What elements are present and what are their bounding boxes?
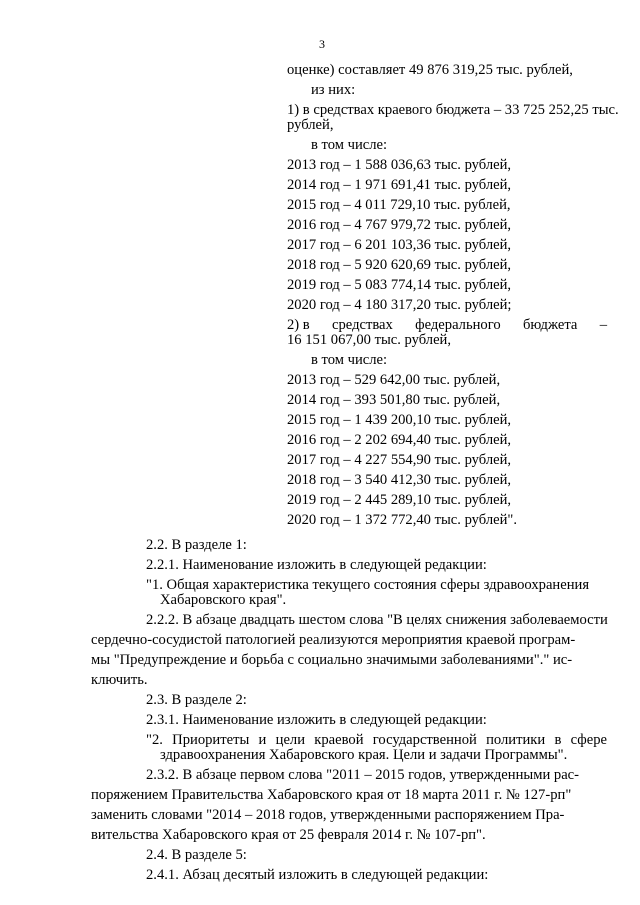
section-2-4-1-text: 2.4.1. Абзац десятый изложить в следующей редакции: <box>146 867 489 883</box>
quote-1-line1: "1. Общая характеристика текущего состояния сферы здравоохранения <box>146 577 590 593</box>
section-2-2-1-text: 2.2.1. Наименование изложить в следующей редакции: <box>146 557 487 573</box>
section-2-3-1-text: 2.3.1. Наименование изложить в следующей редакции: <box>146 712 487 728</box>
section-2-3-2-line4: вительства Хабаровского края от 25 февраля 2014 г. № 107-рп". <box>91 827 486 843</box>
regional-year-2016: 2016 год – 4 767 979,72 тыс. рублей, <box>287 217 512 233</box>
section-2-2-2-line2: сердечно-сосудистой патологией реализуются мероприятия краевой програм- <box>91 632 576 648</box>
section-2-4-heading: 2.4. В разделе 5: <box>146 847 247 863</box>
including-label: в том числе: <box>311 137 388 153</box>
regional-year-2015: 2015 год – 4 011 729,10 тыс. рублей, <box>287 197 511 213</box>
federal-year-2015: 2015 год – 1 439 200,10 тыс. рублей, <box>287 412 512 428</box>
section-2-2-2-line3: мы "Предупреждение и борьба с социально значимыми заболеваниями"." ис- <box>91 652 573 668</box>
quote-1-line2: Хабаровского края". <box>160 592 287 608</box>
regional-year-2020: 2020 год – 4 180 317,20 тыс. рублей; <box>287 297 512 313</box>
federal-budget-line <box>287 318 607 333</box>
quote-2-line2: здравоохранения Хабаровского края. Цели и задачи Программы". <box>160 747 568 763</box>
regional-budget-line-cont: рублей, <box>287 117 334 133</box>
section-2-3-2-line1: 2.3.2. В абзаце первом слова "2011 – 2015 годов, утвержденными рас- <box>146 767 580 783</box>
regional-budget-line: 1) в средствах краевого бюджета – 33 725 252,25 тыс. <box>287 102 619 118</box>
section-2-2-2-line1: 2.2.2. В абзаце двадцать шестом слова "В целях снижения заболеваемости <box>146 612 608 628</box>
section-2-2-2-line4: ключить. <box>91 672 148 688</box>
federal-year-2018: 2018 год – 3 540 412,30 тыс. рублей, <box>287 472 512 488</box>
federal-budget-word: бюджета <box>522 317 578 333</box>
section-2-3-heading: 2.3. В разделе 2: <box>146 692 247 708</box>
federal-budget-word: – <box>599 317 607 333</box>
of-them-label: из них: <box>311 82 356 98</box>
federal-year-2016: 2016 год – 2 202 694,40 тыс. рублей, <box>287 432 512 448</box>
quote-2-line1: "2. Приоритеты и цели краевой государственной политики в сфере <box>146 732 607 748</box>
regional-year-2014: 2014 год – 1 971 691,41 тыс. рублей, <box>287 177 512 193</box>
section-2-2-heading: 2.2. В разделе 1: <box>146 537 247 553</box>
regional-year-2013: 2013 год – 1 588 036,63 тыс. рублей, <box>287 157 512 173</box>
section-2-3-2-line3: заменить словами "2014 – 2018 годов, утвержденными распоряжением Пра- <box>91 807 565 823</box>
federal-year-2017: 2017 год – 4 227 554,90 тыс. рублей, <box>287 452 512 468</box>
federal-budget-word: 2) в <box>287 317 310 333</box>
regional-year-2018: 2018 год – 5 920 620,69 тыс. рублей, <box>287 257 512 273</box>
federal-budget-word: средствах <box>332 317 393 333</box>
section-2-3-2-line2: поряжением Правительства Хабаровского края от 18 марта 2011 г. № 127-рп" <box>91 787 572 803</box>
federal-year-2019: 2019 год – 2 445 289,10 тыс. рублей, <box>287 492 512 508</box>
federal-year-2014: 2014 год – 393 501,80 тыс. рублей, <box>287 392 501 408</box>
federal-year-2013: 2013 год – 529 642,00 тыс. рублей, <box>287 372 501 388</box>
regional-year-2019: 2019 год – 5 083 774,14 тыс. рублей, <box>287 277 512 293</box>
including-label: в том числе: <box>311 352 388 368</box>
federal-budget-word: федерального <box>415 317 501 333</box>
page-number: 3 <box>319 37 325 51</box>
federal-year-2020: 2020 год – 1 372 772,40 тыс. рублей". <box>287 512 518 528</box>
federal-budget-line-cont: 16 151 067,00 тыс. рублей, <box>287 332 452 348</box>
funding-total-line: оценке) составляет 49 876 319,25 тыс. рублей, <box>287 62 573 78</box>
regional-year-2017: 2017 год – 6 201 103,36 тыс. рублей, <box>287 237 512 253</box>
